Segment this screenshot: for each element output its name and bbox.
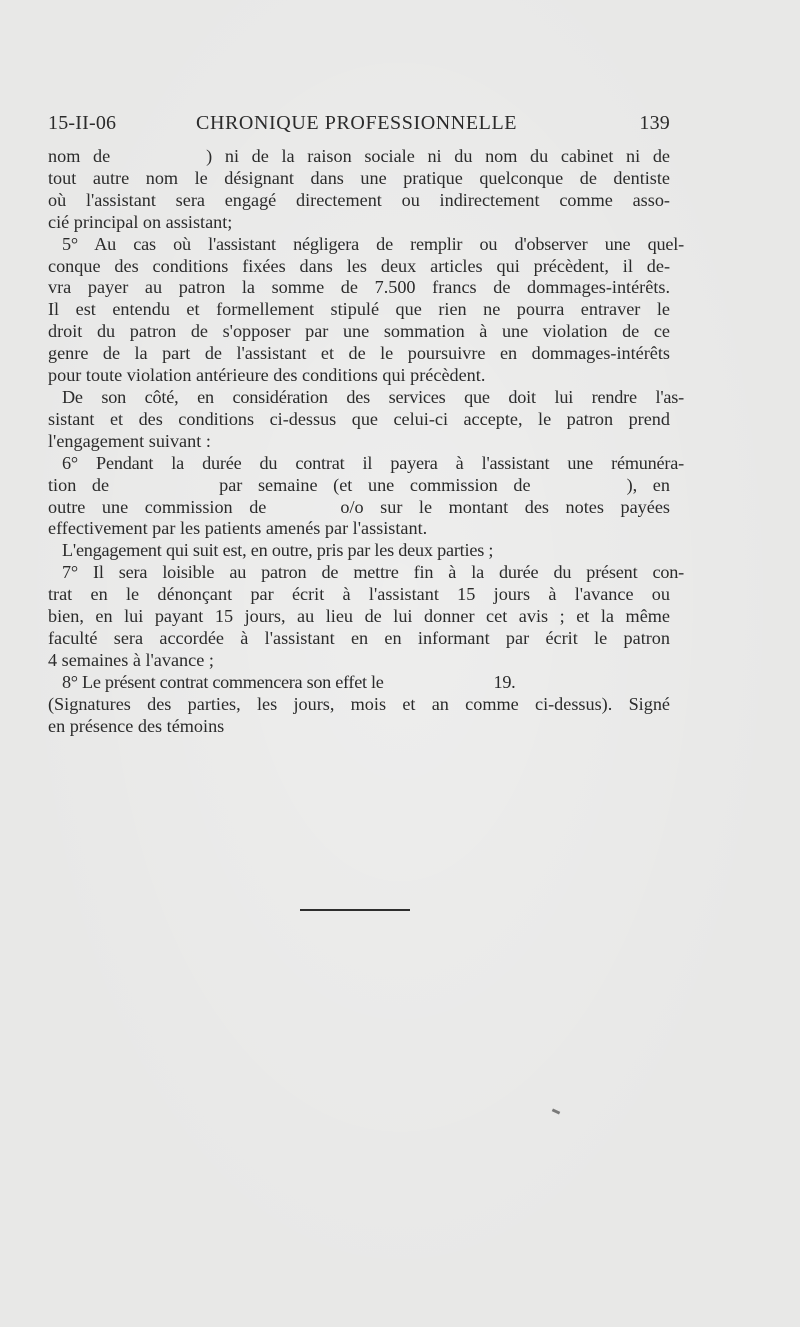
text-line: tout autre nom le désignant dans une pratique quelconque de dentiste: [48, 167, 670, 188]
text-fragment: 19.: [493, 671, 516, 692]
paper-speck: [552, 1108, 561, 1114]
text-line: 5° Au cas où l'assistant négligera de remplir ou d'observer une quel-: [62, 233, 684, 254]
text-line: Il est entendu et formellement stipulé que rien ne pourra entraver le: [48, 299, 670, 320]
text-fragment: nom de: [48, 146, 111, 166]
text-line: sistant et des conditions ci-dessus que celui-ci accepte, le patron prend: [48, 408, 670, 429]
text-line: pour toute violation antérieure des conditions qui précèdent.: [48, 365, 486, 386]
text-line: [48, 672, 684, 694]
text-line: 7° Il sera loisible au patron de mettre fin à la durée du présent con-: [62, 562, 684, 583]
text-fragment: ) ni de la raison sociale ni du nom du cabinet ni de: [206, 146, 670, 166]
text-line: trat en le dénonçant par écrit à l'assistant 15 jours à l'avance ou: [48, 584, 670, 605]
header-date: 15-II-06: [48, 112, 117, 134]
text-line: cié principal on assistant;: [48, 211, 233, 232]
section-divider: [300, 909, 410, 911]
text-line: 4 semaines à l'avance ;: [48, 649, 214, 670]
text-fragment: ), en: [626, 474, 670, 495]
text-line: faculté sera accordée à l'assistant en en informant par écrit le patron: [48, 627, 670, 648]
text-line: vra payer au patron la somme de 7.500 francs de dommages-intérêts.: [48, 277, 670, 298]
text-fragment: o/o sur le montant des notes payées: [340, 496, 670, 517]
text-line: l'engagement suivant :: [48, 430, 211, 451]
text-fragment: outre une commission de: [48, 496, 267, 517]
text-fragment: 8° Le présent contrat commencera son effet le: [62, 671, 384, 692]
text-line: droit du patron de s'opposer par une sommation à une violation de ce: [48, 321, 670, 342]
text-line: genre de la part de l'assistant et de le poursuivre en dommages-intérêts: [48, 343, 670, 364]
text-line: où l'assistant sera engagé directement ou indirectement comme asso-: [48, 189, 670, 210]
text-fragment: par semaine (et une commission de: [219, 474, 531, 495]
header-title: CHRONIQUE PROFESSIONNELLE: [196, 112, 518, 134]
text-line: L'engagement qui suit est, en outre, pris par les deux parties ;: [62, 540, 494, 561]
body-text: [48, 146, 684, 737]
text-line: De son côté, en considération des services que doit lui rendre l'as-: [62, 386, 684, 407]
text-line: [48, 146, 670, 168]
text-line: [48, 497, 670, 519]
text-line: en présence des témoins: [48, 715, 225, 736]
text-line: effectivement par les patients amenés par l'assistant.: [48, 518, 428, 539]
text-line: 6° Pendant la durée du contrat il payera à l'assistant une rémunéra-: [62, 452, 684, 473]
text-line: (Signatures des parties, les jours, mois et an comme ci-dessus). Signé: [48, 693, 670, 714]
text-line: bien, en lui payant 15 jours, au lieu de lui donner cet avis ; et la même: [48, 606, 670, 627]
text-line: [48, 475, 670, 497]
running-header: [48, 112, 670, 142]
text-line: conque des conditions fixées dans les deux articles qui précèdent, il de-: [48, 255, 670, 276]
text-fragment: tion de: [48, 474, 110, 495]
page-number: 139: [639, 112, 670, 134]
